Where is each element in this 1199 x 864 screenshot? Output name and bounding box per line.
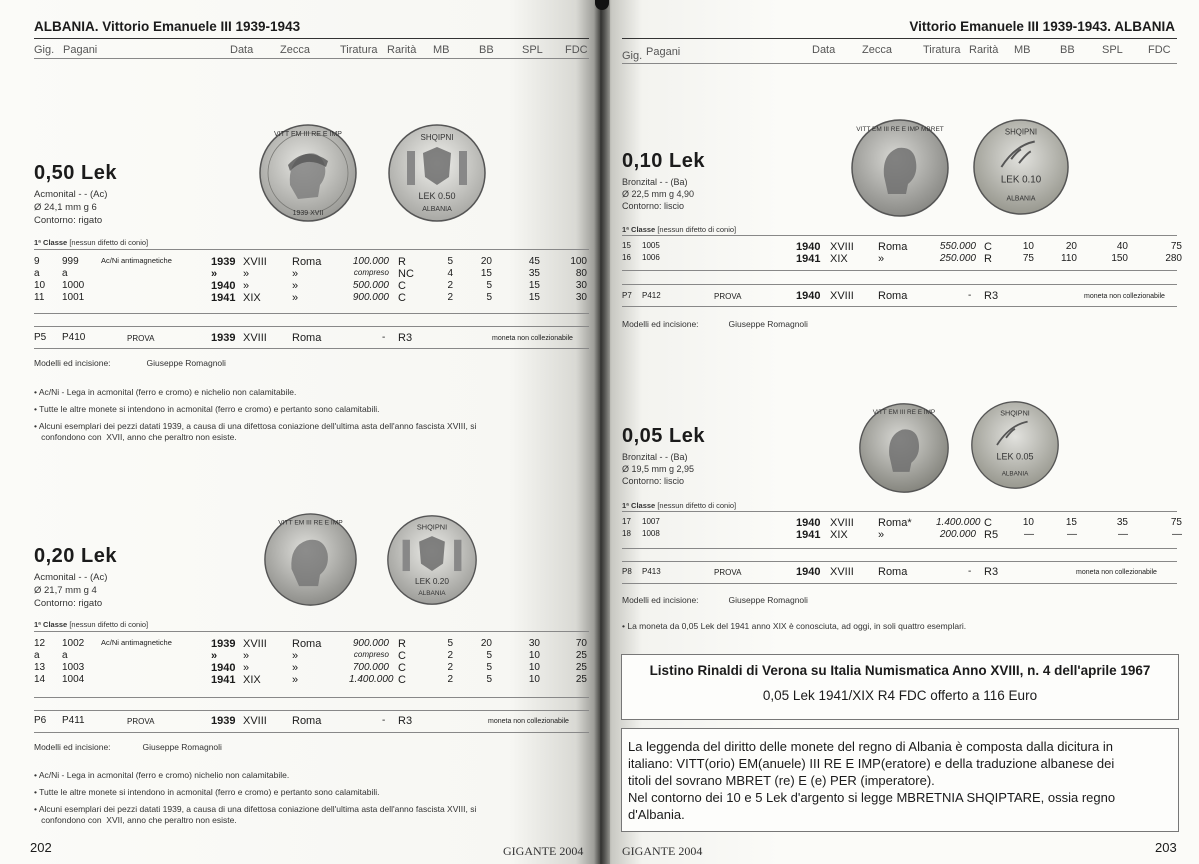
cell-era: XVIII [830, 241, 854, 253]
coin-005-obverse-legend: VITT EM III RE E IMP [872, 408, 936, 416]
coin-050-obverse-image [258, 123, 358, 223]
cell-bb: 15 [480, 268, 492, 279]
hdr-gig: Gig. [34, 44, 55, 56]
table-row [622, 241, 1192, 253]
cell-mint: Roma [292, 256, 322, 268]
cell-tir: 500.000 [352, 280, 389, 291]
cell-bb: 110 [1061, 253, 1077, 264]
cell-bb: 5 [486, 280, 492, 291]
coin-020-notes: • Ac/Ni - Lega in acmonital (ferro e cromo) nichelio non calamitabile. • Tutte le altre monete si intendono in acmonital (ferro e cromo) e pertanto sono calamitabili. • Alcuni esemplari dei pezzi datati 1939, a causa di una difettosa coniazione dell'ultima asta dell'anno fascista XVIII, si confondono con XVII, anno che peraltro non esiste. [34, 770, 477, 825]
coin-005-modelli: Modelli ed incisione: Giuseppe Romagnoli [622, 595, 808, 605]
cell-spl: 35 [528, 268, 540, 279]
hdr-tiratura: Tiratura [340, 44, 378, 56]
coin-050-specs [34, 188, 107, 227]
cell-pag: 1002 [62, 638, 85, 649]
prova-bottom-rule-r2 [622, 583, 1177, 584]
cell-year: 1941 [211, 674, 236, 686]
cell-pag: 1000 [62, 280, 85, 291]
cell-mb: 10 [1022, 241, 1034, 252]
hdr-mb-r: MB [1014, 44, 1031, 56]
cell-mint: Roma* [878, 517, 912, 529]
hdr-data: Data [230, 44, 254, 56]
prova-bottom-rule [34, 348, 589, 349]
cell-spl: 15 [528, 292, 540, 303]
coin-010-obverse-image [850, 118, 950, 218]
table-row [34, 674, 600, 686]
cell-rar: C [984, 517, 992, 529]
cell-tir: 200.000 [939, 529, 976, 540]
coin-050-classe: 1ª Classe [nessun difetto di conio] [34, 238, 149, 247]
rows-rule-r2 [622, 548, 1177, 549]
left-footer-brand: GIGANTE 2004 [503, 844, 584, 858]
prova-bottom-rule-2 [34, 732, 589, 733]
cell-era: XVIII [243, 638, 267, 650]
cell-rar: R5 [984, 529, 999, 541]
cell-pag: 1004 [62, 674, 85, 685]
prova-top-rule [34, 326, 589, 327]
coin-005-reverse-top: SHQIPNI [1000, 408, 1030, 418]
header-rule-right [622, 63, 1177, 64]
coin-005-classe: 1ª Classe [nessun difetto di conio] [622, 501, 737, 510]
hdr-rarita-r: Rarità [969, 44, 999, 56]
hdr-rarita: Rarità [387, 44, 417, 56]
rows-rule-2 [34, 697, 589, 698]
spec-metal: Acmonital - - (Ac) [34, 189, 108, 200]
hdr-bb-r: BB [1060, 44, 1075, 56]
hdr-bb: BB [479, 44, 494, 56]
hdr-fdc: FDC [565, 44, 588, 56]
coin-005-reverse-image [970, 400, 1060, 490]
cell-gig: a [34, 650, 40, 661]
cell-tir: 900.000 [352, 638, 389, 649]
cell-year: 1940 [211, 280, 236, 292]
cell-era: XIX [243, 292, 261, 304]
cell-rar: NC [398, 268, 414, 280]
cell-pag: 999 [62, 256, 79, 267]
coin-050-reverse-top: SHQIPNI [420, 133, 454, 142]
cell-bb: 5 [486, 292, 492, 303]
classe-rule-2 [34, 631, 589, 632]
coin-010-reverse-top: SHQIPNI [1004, 127, 1038, 137]
table-row [622, 253, 1192, 265]
coin-005-specs: Bronzital - - (Ba) Ø 19,5 mm g 2,95 Contorno: liscio [622, 452, 695, 486]
cell-fdc: 30 [575, 280, 587, 291]
cell-tir: 700.000 [352, 662, 389, 673]
coin-020-reverse-value: LEK 0.20 [414, 576, 450, 586]
hdr-fdc-r: FDC [1148, 44, 1171, 56]
cell-fdc: 75 [1170, 517, 1182, 528]
cell-mint: » [292, 280, 299, 292]
cell-mb: 5 [447, 256, 453, 267]
cell-tir: 1.400.000 [936, 517, 981, 528]
cell-gig: 9 [34, 256, 40, 267]
cell-gig: 10 [34, 280, 46, 291]
hdr-zecca: Zecca [280, 44, 310, 56]
table-row [34, 650, 600, 662]
table-row [34, 268, 600, 280]
cell-pag: 1003 [62, 662, 85, 673]
cell-pag: 1001 [62, 292, 85, 303]
cell-year: » [211, 268, 218, 280]
cell-era: XVIII [830, 517, 854, 529]
cell-era: » [243, 280, 250, 292]
cell-mint: » [292, 662, 299, 674]
left-page-number: 202 [30, 840, 52, 855]
cell-spl: 40 [1116, 241, 1128, 252]
coin-005-reverse-bottom: ALBANIA [1001, 470, 1029, 478]
cell-era: XIX [830, 253, 848, 265]
coin-005-reverse-value: LEK 0.05 [996, 451, 1034, 462]
table-row [34, 256, 600, 268]
prova-top-rule-r2 [622, 561, 1177, 562]
cell-mb: 2 [447, 662, 453, 673]
coin-050-denomination: 0,50 Lek [34, 162, 117, 184]
cell-spl: 10 [528, 662, 540, 673]
cell-era: » [243, 650, 250, 662]
hdr-spl-r: SPL [1102, 44, 1123, 56]
cell-tir: compreso [353, 650, 389, 659]
legend-text: La leggenda del diritto delle monete del regno di Albania è composta dalla dicitura in italiano: VITT(orio) EM(anuele) III RE E IMP(eratore) e della traduzione albanese dei titoli del sovrano MBRET (re) E (e) PER (imperatore). Nel contorno dei 10 e 5 Lek d'argento si legge MBRETNIA SHQIPTARE, ossia regno d'Albania. [628, 739, 1116, 822]
cell-rar: R [398, 256, 406, 268]
right-running-title: Vittorio Emanuele III 1939-1943. ALBANIA [909, 19, 1175, 34]
coin-050-reverse-value: LEK 0.50 [418, 191, 456, 201]
coin-010-reverse-image [972, 118, 1070, 216]
coin-020-prova-row: P6 P411 PROVA 1939 XVIII Roma - R3 moneta non collezionabile [34, 715, 569, 727]
cell-year: 1941 [796, 529, 821, 541]
cell-mb: 75 [1022, 253, 1034, 264]
hdr-tiratura-r: Tiratura [923, 44, 961, 56]
cell-mb: 5 [447, 638, 453, 649]
coin-050-reverse-image [387, 123, 487, 223]
coin-020-reverse-bottom: ALBANIA [418, 589, 446, 597]
spec-size: Ø 24,1 mm g 6 [34, 202, 97, 213]
cell-gig: 13 [34, 662, 46, 673]
coin-020-reverse-image [386, 514, 478, 606]
cell-bb: 5 [486, 662, 492, 673]
cell-mb: 2 [447, 650, 453, 661]
hdr-gig-r: Gig. [622, 50, 643, 62]
coin-010-specs: Bronzital - - (Ba) Ø 22,5 mm g 4,90 Contorno: liscio [622, 177, 695, 211]
cell-rar: R [984, 253, 992, 265]
cell-fdc: 25 [575, 662, 587, 673]
coin-005-obverse-image [858, 402, 950, 494]
listino-box [621, 654, 1179, 720]
cell-fdc: 75 [1170, 241, 1182, 252]
cell-gig: 11 [34, 292, 45, 303]
cell-mint: Roma [878, 241, 908, 253]
hdr-pagani-r: Pagani [646, 46, 681, 58]
coin-050-modelli: Modelli ed incisione: Giuseppe Romagnoli [34, 358, 226, 368]
coin-050-prova-row: P5 P410 PROVA 1939 XVIII Roma - R3 moneta non collezionabile [34, 332, 573, 344]
coin-010-reverse-bottom: ALBANIA [1006, 195, 1036, 203]
coin-010-modelli: Modelli ed incisione: Giuseppe Romagnoli [622, 319, 808, 329]
classe-rule-r2 [622, 511, 1177, 512]
cell-tir: 100.000 [352, 256, 389, 267]
cell-rar: C [398, 292, 406, 304]
coin-020-obverse-legend: VITT EM III RE E IMP [278, 519, 343, 527]
hdr-spl: SPL [522, 44, 543, 56]
table-row [622, 529, 1192, 541]
cell-bb: 20 [480, 256, 492, 267]
cell-mint: » [292, 650, 299, 662]
cell-fdc: 25 [575, 650, 587, 661]
cell-tir: 250.000 [939, 253, 976, 264]
listino-title: Listino Rinaldi di Verona su Italia Numismatica Anno XVIII, n. 4 dell'aprile 1967 [649, 663, 1151, 678]
coin-005-prova-row: P8 P413 PROVA 1940 XVIII Roma - R3 moneta non collezionabile [622, 566, 1157, 578]
cell-rar: C [398, 280, 406, 292]
spec-edge: Contorno: rigato [34, 215, 103, 226]
cell-pag: 1007 [642, 517, 660, 526]
hdr-zecca-r: Zecca [862, 44, 892, 56]
cell-gig: 14 [34, 674, 46, 685]
cell-mint: Roma [292, 638, 322, 650]
cell-spl: 10 [528, 674, 540, 685]
coin-020-modelli: Modelli ed incisione: Giuseppe Romagnoli [34, 742, 222, 752]
hdr-mb: MB [433, 44, 450, 56]
coin-020-obverse-image [263, 512, 358, 607]
coin-020-specs: Acmonital - - (Ac) Ø 21,7 mm g 4 Contorno: rigato [34, 572, 108, 609]
cell-pag: a [62, 650, 68, 661]
header-rule [34, 58, 589, 59]
hdr-pagani: Pagani [63, 44, 98, 56]
cell-spl: 150 [1111, 253, 1128, 264]
cell-spl: 10 [528, 650, 540, 661]
cell-mb: 2 [447, 280, 453, 291]
cell-rar: C [984, 241, 992, 253]
cell-year: 1941 [796, 253, 821, 265]
cell-bb: 20 [480, 638, 492, 649]
cell-era: XIX [830, 529, 848, 541]
cell-spl: 15 [528, 280, 540, 291]
cell-mb: 4 [447, 268, 453, 279]
title-rule-right [622, 38, 1177, 39]
cell-tir: 1.400.000 [349, 674, 394, 685]
table-row [34, 292, 600, 304]
legend-box [621, 728, 1179, 832]
cell-rar: C [398, 674, 406, 686]
cell-gig: 15 [622, 241, 631, 250]
cell-fdc: 25 [575, 674, 587, 685]
coin-050-reverse-bottom: ALBANIA [422, 206, 452, 213]
cell-year: 1941 [211, 292, 236, 304]
coin-020-denomination: 0,20 Lek [34, 545, 117, 567]
cell-spl: 35 [1116, 517, 1128, 528]
coin-020-reverse-top: SHQIPNI [416, 522, 448, 532]
cell-pag: 1006 [642, 253, 660, 262]
cell-tir: 900.000 [352, 292, 389, 303]
cell-mint: » [292, 292, 299, 304]
cell-fdc: 70 [575, 638, 587, 649]
cell-bb: 5 [486, 674, 492, 685]
cell-fdc: 30 [575, 292, 587, 303]
title-rule [34, 38, 589, 39]
rows-rule-r1 [622, 270, 1177, 271]
cell-pag: 1005 [642, 241, 660, 250]
right-page-number: 203 [1155, 840, 1177, 855]
cell-spl: 45 [528, 256, 540, 267]
cell-fdc: 80 [575, 268, 587, 279]
cell-gig: 17 [622, 517, 631, 526]
coin-010-classe: 1ª Classe [nessun difetto di conio] [622, 225, 737, 234]
cell-bb: 20 [1065, 241, 1077, 252]
coin-020-classe: 1ª Classe [nessun difetto di conio] [34, 620, 149, 629]
right-page [600, 0, 1199, 864]
cell-mint: » [878, 529, 885, 541]
cell-mb: 10 [1022, 517, 1034, 528]
cell-desc: Ac/Ni antimagnetiche [101, 256, 172, 265]
cell-rar: C [398, 650, 406, 662]
cell-pag: a [62, 268, 68, 279]
cell-fdc: — [1172, 529, 1182, 540]
coin-005-note: • La moneta da 0,05 Lek del 1941 anno XIX è conosciuta, ad oggi, in soli quattro esemplari. [622, 621, 967, 631]
cell-era: » [243, 662, 250, 674]
cell-pag: 1008 [642, 529, 660, 538]
table-row [34, 638, 600, 650]
cell-tir: 550.000 [939, 241, 976, 252]
cell-rar: R [398, 638, 406, 650]
table-row [34, 280, 600, 292]
coin-050-notes: • Ac/Ni - Lega in acmonital (ferro e cromo) e nichelio non calamitabile. • Tutte le altre monete si intendono in acmonital (ferro e cromo) e pertanto sono calamitabili. • Alcuni esemplari dei pezzi datati 1939, a causa di una difettosa coniazione dell'ultima asta dell'anno fascista XVIII, si confondono con XVII, anno che peraltro non esiste. [34, 387, 477, 442]
cell-gig: 16 [622, 253, 631, 262]
listino-line: 0,05 Lek 1941/XIX R4 FDC offerto a 116 Euro [762, 688, 1038, 703]
classe-rule [34, 249, 589, 250]
cell-year: » [211, 650, 218, 662]
prova-top-rule-r1 [622, 284, 1177, 285]
rows-rule [34, 313, 589, 314]
cell-era: XVIII [243, 256, 267, 268]
cell-mb: 2 [447, 674, 453, 685]
coin-010-obverse-legend: VITT EM III RE E IMP MBRET [856, 126, 944, 133]
prova-bottom-rule-r1 [622, 306, 1177, 307]
cell-spl: 30 [528, 638, 540, 649]
cell-gig: 18 [622, 529, 631, 538]
cell-mb: — [1024, 529, 1034, 540]
cell-tir: compreso [353, 268, 389, 277]
classe-rule-r1 [622, 235, 1177, 236]
coin-005-denomination: 0,05 Lek [622, 425, 705, 447]
coin-050-obverse-legend: VITT EM III RE E IMP [274, 131, 342, 138]
cell-bb: 15 [1065, 517, 1077, 528]
cell-year: 1939 [211, 256, 236, 268]
prova-top-rule-2 [34, 710, 589, 711]
cell-year: 1940 [796, 241, 821, 253]
cell-mint: » [878, 253, 885, 265]
book-gutter [594, 0, 610, 864]
cell-year: 1940 [211, 662, 236, 674]
coin-010-reverse-value: LEK 0.10 [1000, 174, 1042, 186]
table-row [622, 517, 1192, 529]
cell-mint: » [292, 674, 299, 686]
coin-050-obverse-date: 1939 XVII [292, 210, 324, 217]
cell-spl: — [1118, 529, 1128, 540]
cell-rar: C [398, 662, 406, 674]
cell-mint: » [292, 268, 299, 280]
cell-mb: 2 [447, 292, 453, 303]
left-running-title: ALBANIA. Vittorio Emanuele III 1939-1943 [34, 19, 301, 34]
cell-fdc: 280 [1165, 253, 1182, 264]
coin-010-denomination: 0,10 Lek [622, 150, 705, 172]
cell-fdc: 100 [570, 256, 587, 267]
cell-bb: 5 [486, 650, 492, 661]
cell-year: 1940 [796, 517, 821, 529]
cell-bb: — [1067, 529, 1077, 540]
cell-gig: a [34, 268, 40, 279]
right-footer-brand: GIGANTE 2004 [622, 844, 703, 858]
coin-010-prova-row: P7 P412 PROVA 1940 XVIII Roma - R3 moneta non collezionabile [622, 290, 1165, 302]
hdr-data-r: Data [812, 44, 836, 56]
cell-era: XIX [243, 674, 261, 686]
cell-year: 1939 [211, 638, 236, 650]
cell-gig: 12 [34, 638, 46, 649]
cell-era: » [243, 268, 250, 280]
table-row [34, 662, 600, 674]
cell-desc: Ac/Ni antimagnetiche [101, 638, 172, 647]
